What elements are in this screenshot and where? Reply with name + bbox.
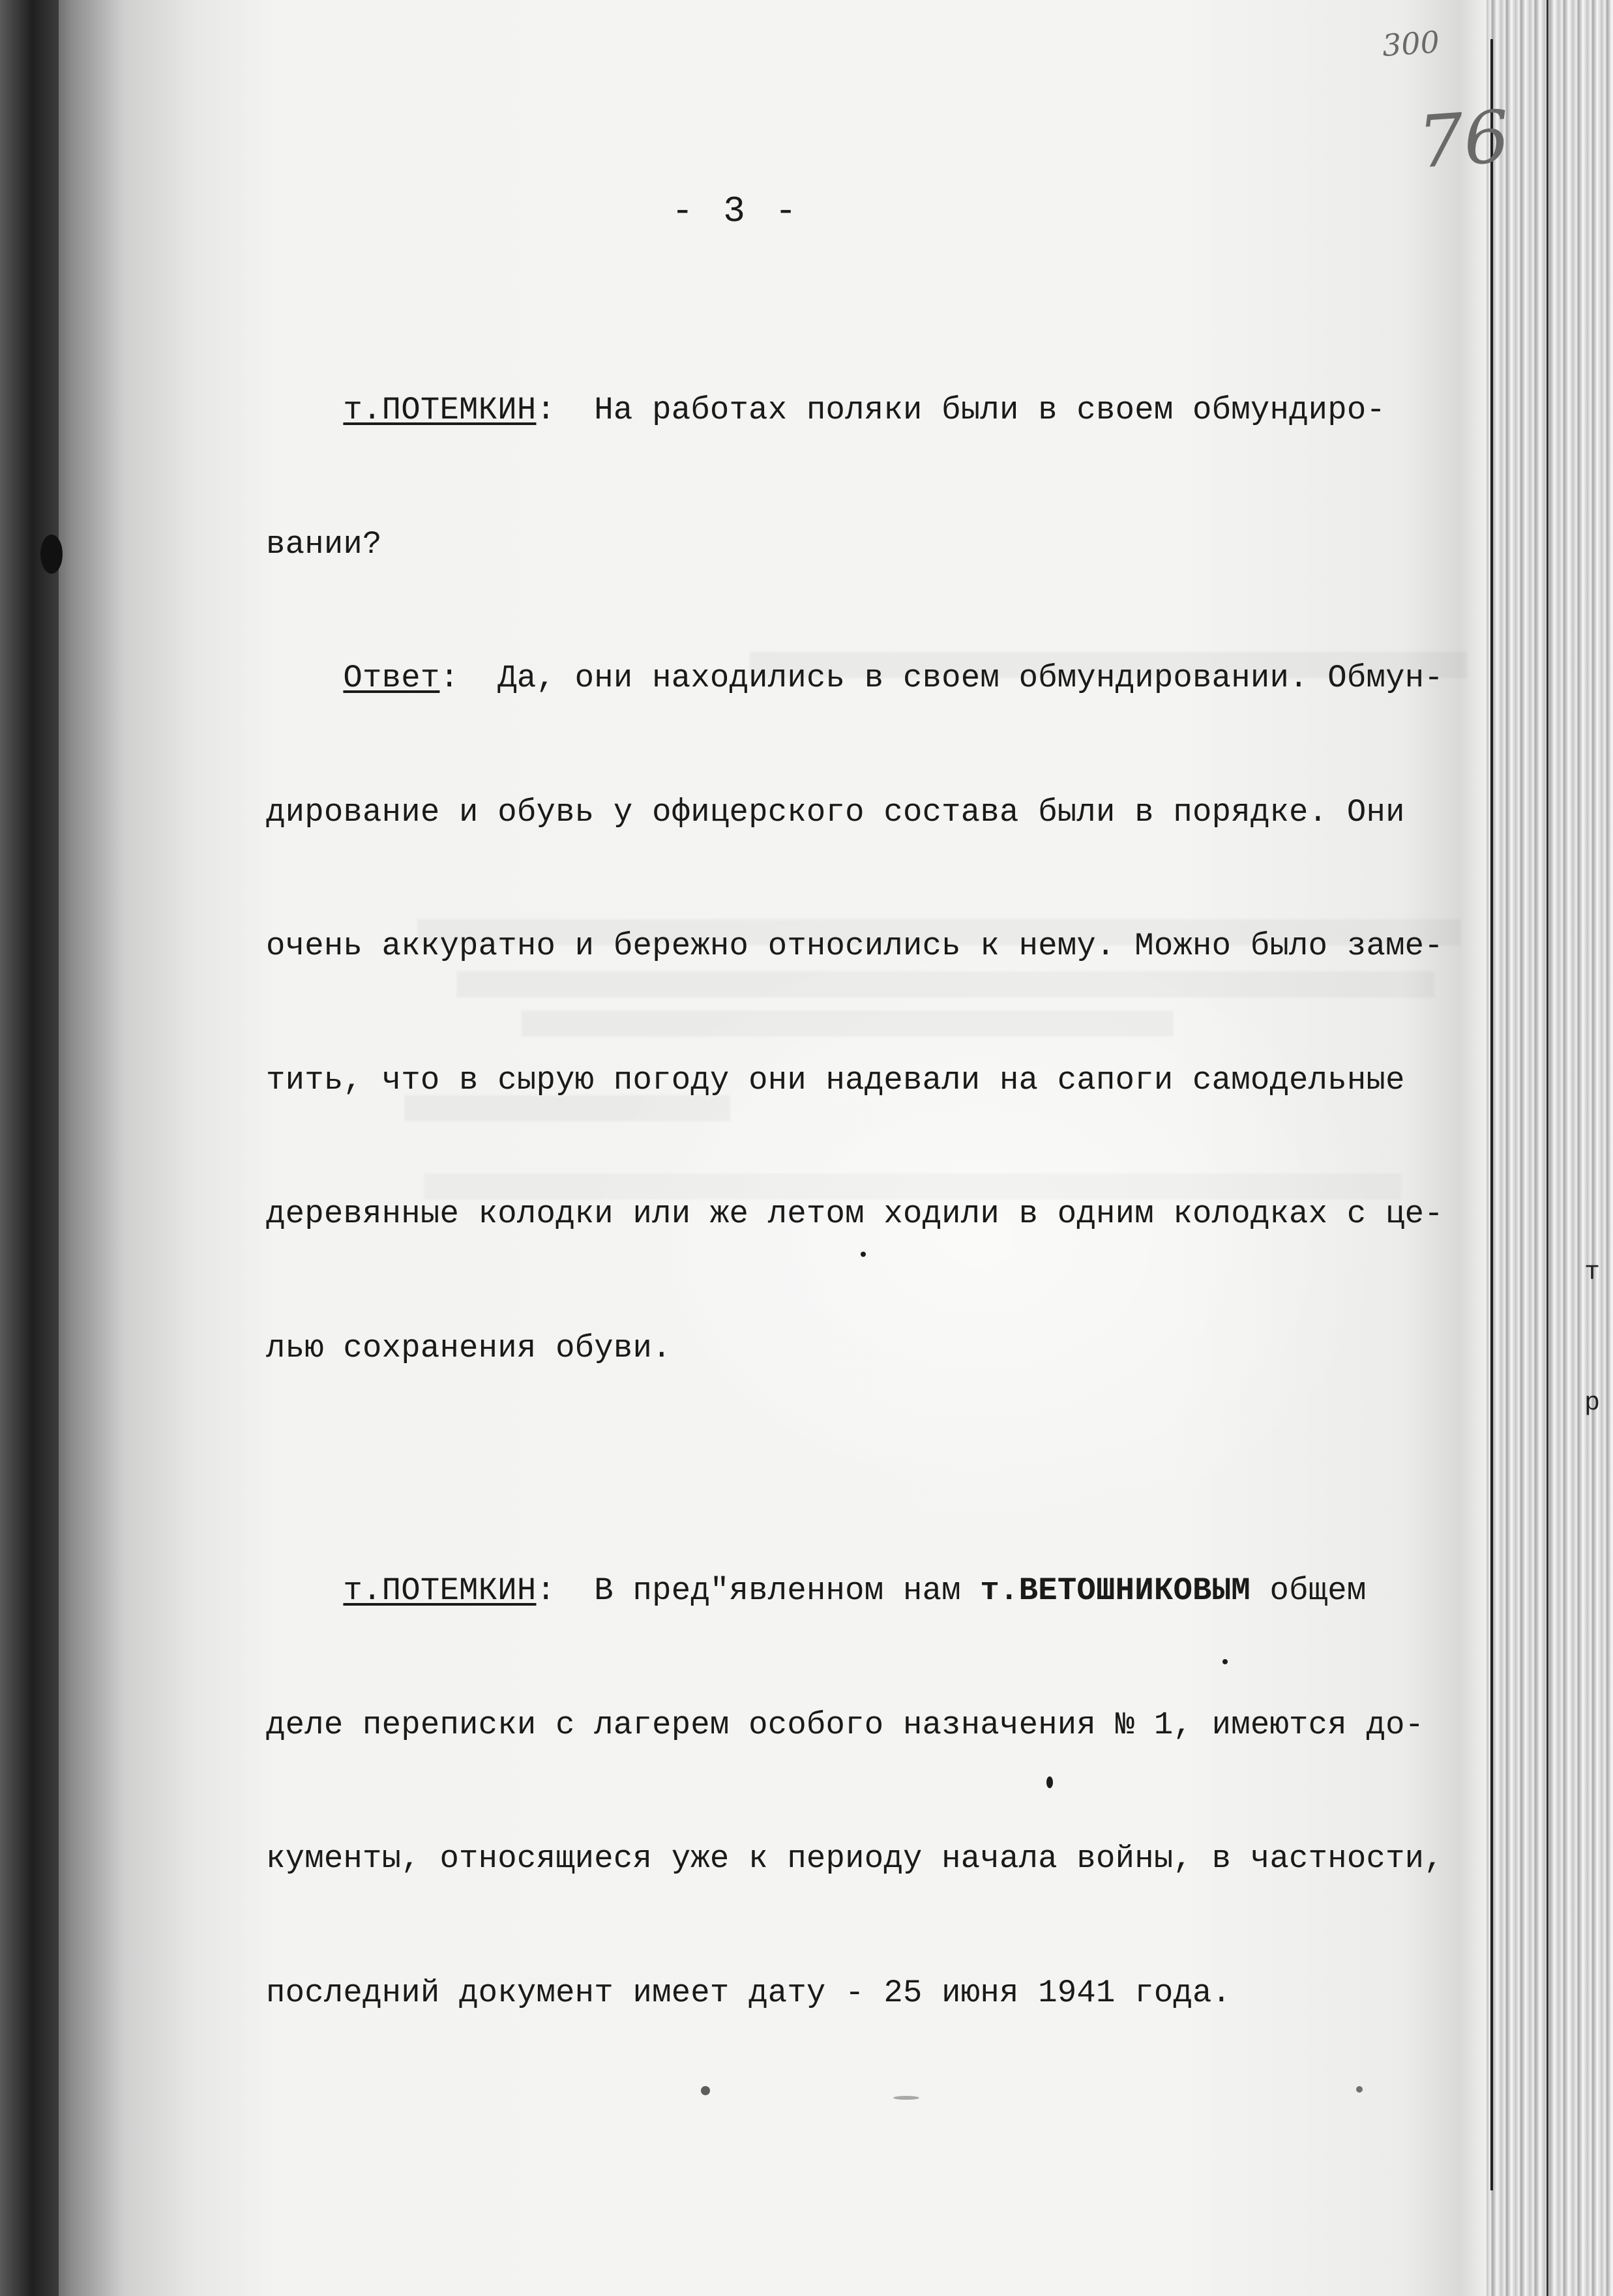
text-fragment: общем xyxy=(1250,1572,1367,1609)
text-line xyxy=(266,1568,1492,1613)
page-edge-stack xyxy=(1487,0,1613,2296)
scan-speck xyxy=(701,2086,710,2095)
speaker-label: Ответ xyxy=(343,660,440,696)
text-line xyxy=(266,656,1492,701)
text-fragment: : На работах поляки были в своем обмундиро- xyxy=(536,392,1386,428)
name-emphasis: т.ВЕТОШНИКОВЫМ xyxy=(980,1572,1250,1609)
text-line: лью сохранения обуви. xyxy=(266,1329,672,1366)
text-fragment: : Да, они находились в своем обмундировании. Обмун- xyxy=(439,660,1443,696)
speaker-label: т.ПОТЕМКИН xyxy=(343,392,537,428)
text-line: деле переписки с лагерем особого назначения № 1, имеются до- xyxy=(266,1706,1425,1743)
text-line: деревянные колодки или же летом ходили в одним колодках с це- xyxy=(266,1196,1443,1232)
scan-left-shadow xyxy=(0,0,59,2296)
text-line: кументы, относящиеся уже к периоду начала войны, в частности, xyxy=(266,1840,1443,1877)
scan-speck xyxy=(1046,1776,1053,1788)
text-line: последний документ имеет дату - 25 июня 1941 года. xyxy=(266,1974,1232,2011)
archive-folio-number: 76 xyxy=(1415,95,1513,184)
text-line: очень аккуратно и бережно относились к нему. Можно было заме- xyxy=(266,928,1443,964)
speaker-label: т.ПОТЕМКИН xyxy=(343,1572,537,1609)
paragraph-gap xyxy=(266,1460,1492,1479)
document-body xyxy=(266,299,1492,2104)
edge-letter: р xyxy=(1584,1389,1601,1418)
text-line: тить, что в сырую погоду они надевали на сапоги самодельные xyxy=(266,1061,1405,1098)
scan-speck xyxy=(893,2096,919,2100)
scan-speck xyxy=(861,1252,866,1257)
archive-mark-small: 300 xyxy=(1381,24,1441,63)
scan-speck xyxy=(1356,2086,1363,2093)
page-number: - 3 - xyxy=(672,190,801,232)
edge-letter: т xyxy=(1584,1258,1601,1288)
text-line: вании? xyxy=(266,525,382,563)
page-edge-line xyxy=(1546,0,1548,2296)
text-line xyxy=(266,388,1492,433)
text-fragment: : В пред"явленном нам xyxy=(536,1572,981,1609)
scan-speck xyxy=(1222,1659,1228,1664)
binding-hole xyxy=(40,535,63,574)
text-line: дирование и обувь у офицерского состава были в порядке. Они xyxy=(266,793,1405,831)
